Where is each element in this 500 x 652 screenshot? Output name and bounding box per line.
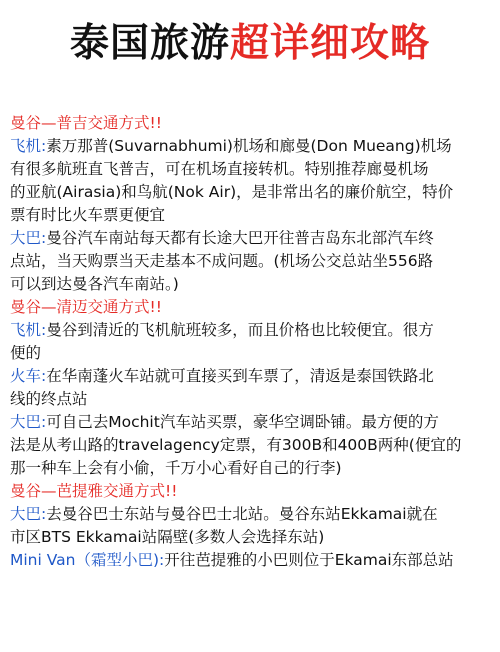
item-text: 去曼谷巴士东站与曼谷巴士北站。曼谷东站Ekkamai就在: [46, 505, 438, 523]
item-text: 开往芭提雅的小巴则位于Ekamai东部总站: [164, 551, 454, 569]
item-text: 曼谷汽车南站每天都有长途大巴开往普吉岛东北部汽车终: [46, 229, 434, 247]
item-text: 素万那普(Suvarnabhumi)机场和廊曼(Don Mueang)机场: [46, 137, 452, 155]
paragraph-line: [10, 319, 496, 342]
paragraph-line: 的亚航(Airasia)和鸟航(Nok Air)，是非常出名的廉价航空，特价: [10, 183, 454, 201]
paragraph-line: [10, 549, 496, 572]
paragraph-line: 票有时比火车票更便宜: [10, 206, 166, 224]
item-label: Mini Van（霜型小巴):: [10, 551, 165, 569]
item-label: 大巴:: [10, 229, 47, 247]
paragraph-line: 可以到达曼各汽车南站。): [10, 275, 179, 293]
paragraph-line: [10, 365, 496, 388]
item-label: 大巴:: [10, 413, 47, 431]
paragraph-line: 法是从考山路的travelagency定票，有300B和400B两种(便宜的: [10, 436, 462, 454]
section-heading-bangkok-phuket: 曼谷—普吉交通方式!!: [10, 114, 162, 132]
item-label: 飞机:: [10, 137, 47, 155]
item-text: 曼谷到清近的飞机航班较多，而且价格也比较便宜。很方: [46, 321, 434, 339]
paragraph-line: 便的: [10, 344, 42, 362]
paragraph-line: 线的终点站: [10, 390, 88, 408]
section-heading-bangkok-chiangmai: 曼谷—清迈交通方式!!: [10, 298, 162, 316]
paragraph-line: 那一种车上会有小偷，千万小心看好自己的行李): [10, 459, 342, 477]
item-label: 飞机:: [10, 321, 47, 339]
title-part-black: 泰国旅游: [69, 21, 230, 66]
page-title: [0, 14, 500, 74]
paragraph-line: 点站，当天购票当天走基本不成问题。(机场公交总站坐556路: [10, 252, 434, 270]
article-body: [10, 112, 496, 572]
item-text: 可自己去Mochit汽车站买票，豪华空调卧铺。最方便的方: [46, 413, 439, 431]
section-heading-bangkok-pattaya: 曼谷—芭提雅交通方式!!: [10, 482, 178, 500]
item-text: 在华南蓬火车站就可直接买到车票了，清返是泰国铁路北: [46, 367, 434, 385]
paragraph-line: [10, 503, 496, 526]
paragraph-line: [10, 227, 496, 250]
paragraph-line: [10, 411, 496, 434]
paragraph-line: 市区BTS Ekkamai站隔壁(多数人会选择东站): [10, 528, 325, 546]
paragraph-line: 有很多航班直飞普吉，可在机场直接转机。特别推荐廊曼机场: [10, 160, 429, 178]
title-part-red: 超详细攻略: [230, 21, 431, 66]
item-label: 大巴:: [10, 505, 47, 523]
paragraph-line: [10, 135, 496, 158]
item-label: 火车:: [10, 367, 47, 385]
